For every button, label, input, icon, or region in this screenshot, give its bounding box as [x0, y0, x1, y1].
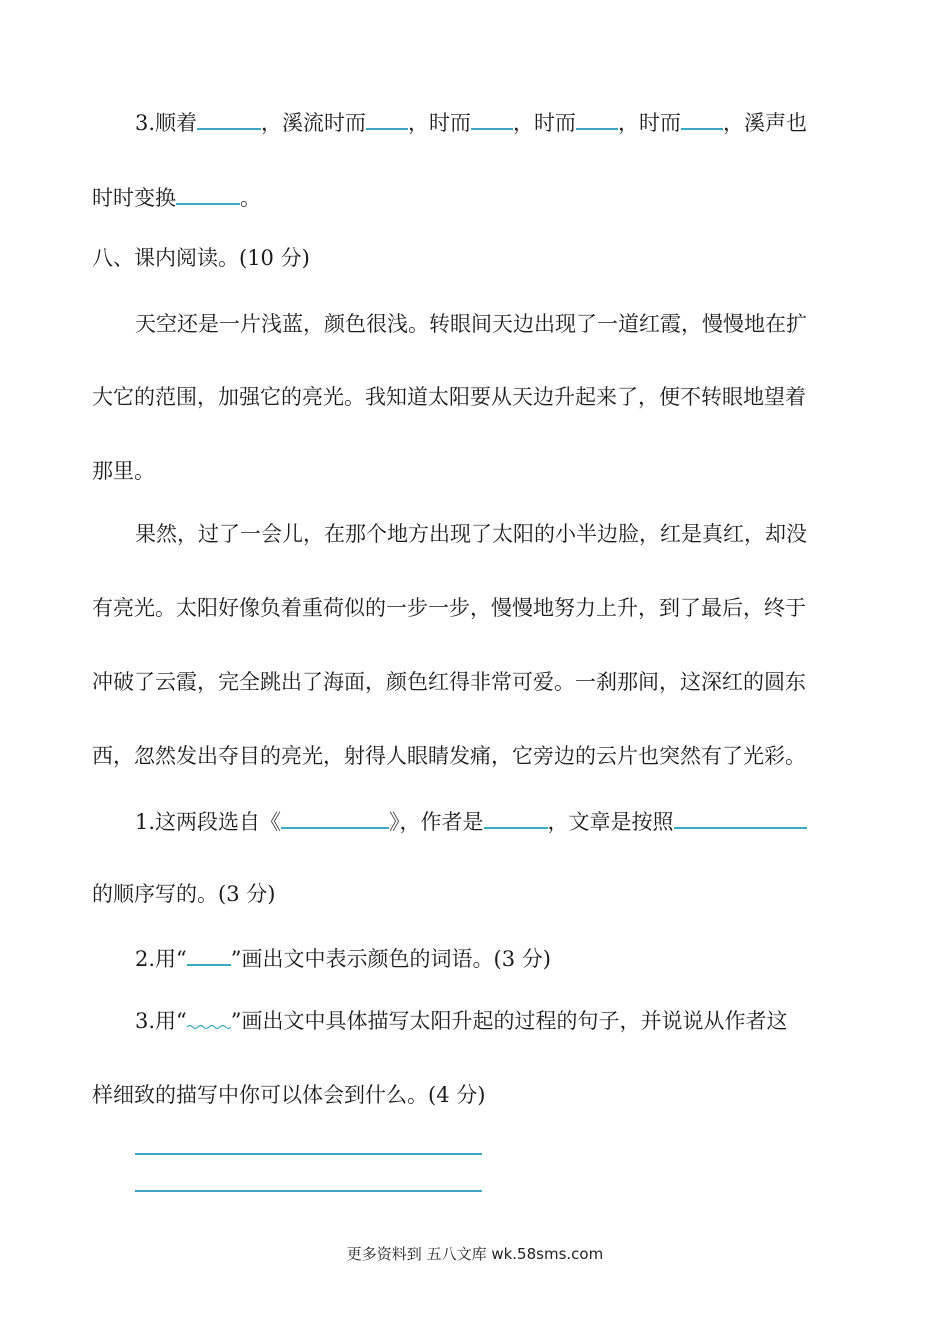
answer-blank[interactable] [176, 181, 240, 205]
answer-blank[interactable] [366, 106, 408, 130]
passage-line: 大它的范围，加强它的亮光。我知道太阳要从天边升起来了，便不转眼地望着 [92, 385, 806, 409]
passage-line: 冲破了云霞，完全跳出了海面，颜色红得非常可爱。一刹那间，这深红的圆东 [92, 670, 806, 694]
answer-blank[interactable] [281, 805, 389, 829]
answer-blank[interactable] [471, 106, 513, 130]
footer-source: 更多资料到 五八文库 wk.58sms.com [346, 1245, 604, 1263]
underline-mark [187, 942, 231, 966]
passage-line: 有亮光。太阳好像负着重荷似的一步一步，慢慢地努力上升，到了最后，终于 [92, 596, 806, 620]
answer-blank[interactable] [674, 805, 807, 829]
passage-line: 西，忽然发出夺目的亮光，射得人眼睛发痛，它旁边的云片也突然有了光彩。 [92, 744, 806, 768]
passage-line: 那里。 [92, 459, 155, 483]
passage-line: 果然，过了一会儿，在那个地方出现了太阳的小半边脸，红是真红，却没 [135, 522, 807, 546]
question-3: 3.用“ ”画出文中具体描写太阳升起的过程的句子，并说说从作者这 [135, 1006, 788, 1036]
question-1-cont: 的顺序写的。(3 分) [92, 882, 276, 906]
q7-item3-line1: 3.顺着 ，溪流时而 ，时而 ，时而 ，时而 ，溪声也 [135, 106, 807, 138]
question-3-cont: 样细致的描写中你可以体会到什么。(4 分) [92, 1083, 486, 1107]
section-heading: 八、课内阅读。(10 分) [92, 246, 310, 270]
q7-item3-line2: 时时变换 。 [92, 181, 261, 213]
question-2: 2.用“ ”画出文中表示颜色的词语。(3 分) [135, 942, 551, 974]
answer-blank[interactable] [576, 106, 618, 130]
answer-blank[interactable] [681, 106, 723, 130]
answer-blank[interactable] [484, 805, 548, 829]
answer-line[interactable] [135, 1153, 482, 1155]
wavy-underline-mark [187, 1006, 231, 1028]
answer-blank[interactable] [197, 106, 261, 130]
answer-line[interactable] [135, 1190, 482, 1192]
passage-line: 天空还是一片浅蓝，颜色很浅。转眼间天边出现了一道红霞，慢慢地在扩 [135, 312, 807, 336]
question-1: 1.这两段选自《 》，作者是 ，文章是按照 [135, 805, 807, 837]
